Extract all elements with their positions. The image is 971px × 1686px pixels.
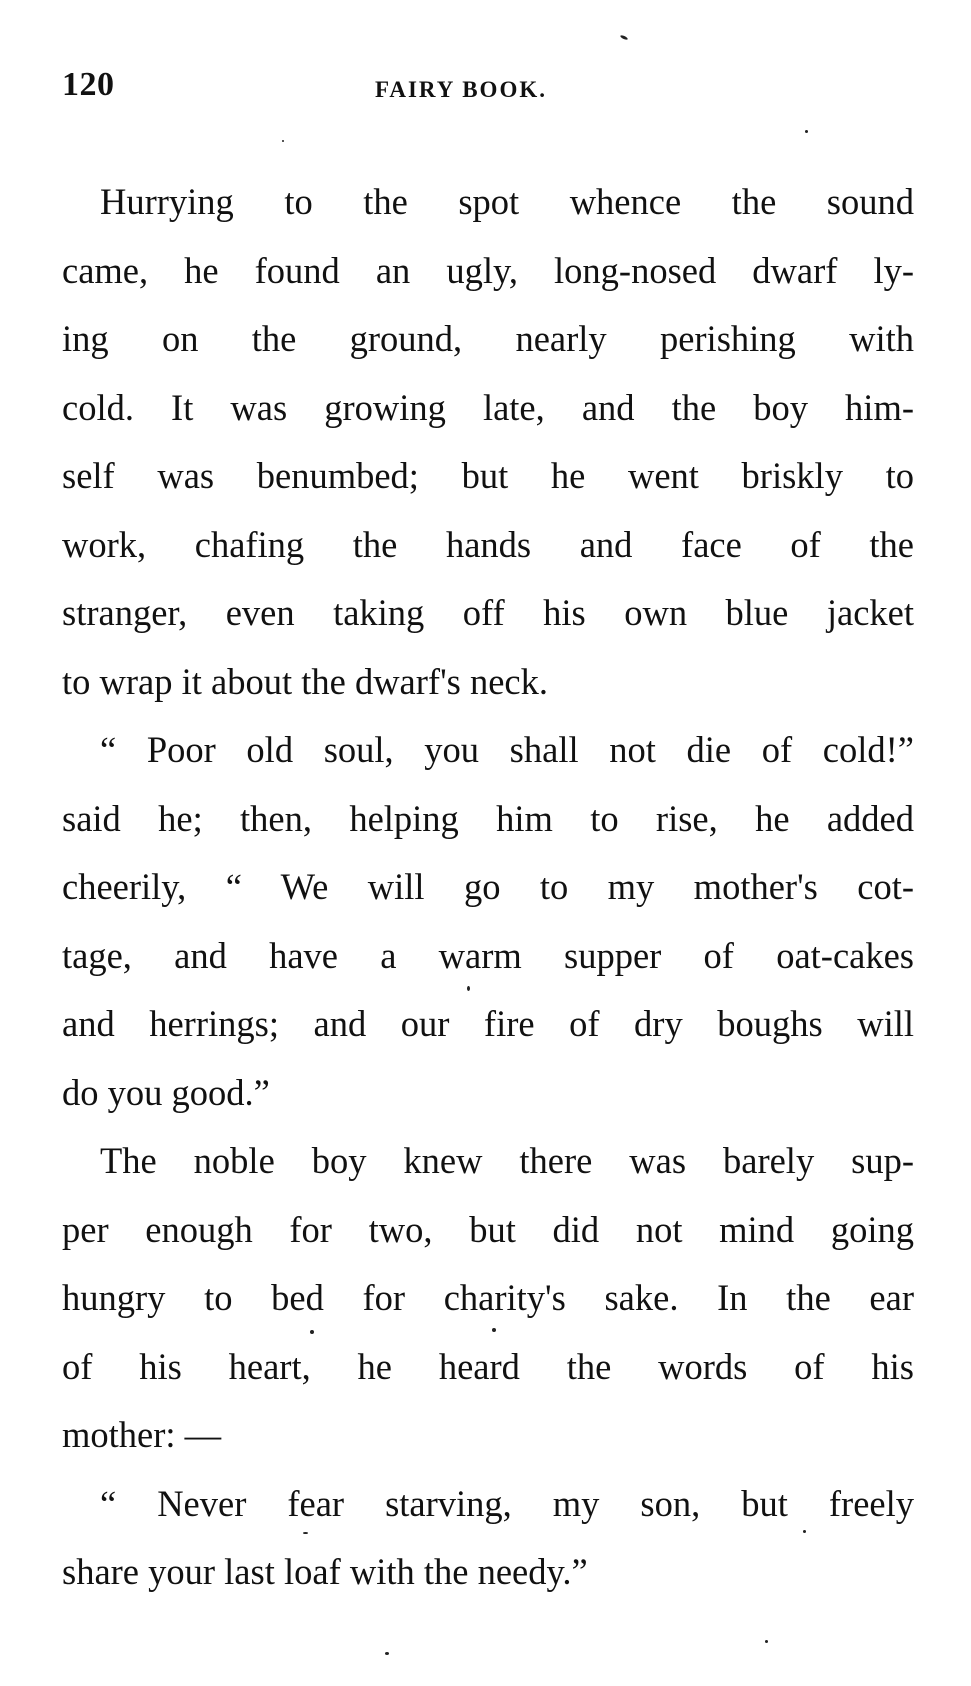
text-line: “ Never fear starving, my son, but freely	[100, 1482, 914, 1524]
text-line: do you good.”	[62, 1071, 270, 1113]
text-line: Hurrying to the spot whence the sound	[100, 181, 914, 222]
print-speck	[467, 986, 470, 991]
print-speck	[303, 1532, 308, 1534]
paragraph-4	[62, 1470, 914, 1607]
text-line: The noble boy knew there was barely sup-	[100, 1140, 914, 1181]
print-speck	[805, 130, 808, 133]
text-line: cold. It was growing late, and the boy him-	[62, 386, 914, 428]
text-line: cheerily, “ We will go to my mother's cot-	[62, 866, 914, 907]
page-number: 120	[62, 66, 115, 103]
body-text	[62, 168, 914, 1607]
page-header	[62, 60, 914, 110]
print-speck	[310, 1330, 314, 1334]
text-line: share your last loaf with the needy.”	[62, 1551, 588, 1592]
text-line: work, chafing the hands and face of the	[62, 523, 914, 565]
text-line: mother: —	[62, 1414, 222, 1455]
paragraph-2	[62, 716, 914, 1127]
text-line: of his heart, he heard the words of his	[62, 1345, 914, 1387]
paragraph-3	[62, 1127, 914, 1470]
text-line: tage, and have a warm supper of oat-cakes	[62, 934, 914, 976]
print-speck	[765, 1640, 768, 1643]
text-line: and herrings; and our fire of dry boughs will	[62, 1003, 914, 1044]
text-line: per enough for two, but did not mind going	[62, 1208, 914, 1250]
text-line: stranger, even taking off his own blue jacket	[62, 592, 914, 633]
print-speck	[492, 1328, 496, 1332]
text-line: self was benumbed; but he went briskly to	[62, 455, 914, 496]
text-line: came, he found an ugly, long-nosed dwarf ly-	[62, 249, 914, 291]
print-speck	[803, 1530, 806, 1533]
print-speck	[282, 140, 284, 142]
text-line: said he; then, helping him to rise, he added	[62, 797, 914, 839]
text-line: hungry to bed for charity's sake. In the ear	[62, 1277, 914, 1318]
running-title: FAIRY BOOK.	[375, 77, 547, 102]
paragraph-1	[62, 168, 914, 716]
print-speck	[385, 1652, 389, 1655]
text-line: ing on the ground, nearly perishing with	[62, 318, 914, 359]
text-line: “ Poor old soul, you shall not die of cold!”	[100, 729, 914, 770]
print-speck	[620, 34, 629, 40]
text-line: to wrap it about the dwarf's neck.	[62, 660, 548, 702]
